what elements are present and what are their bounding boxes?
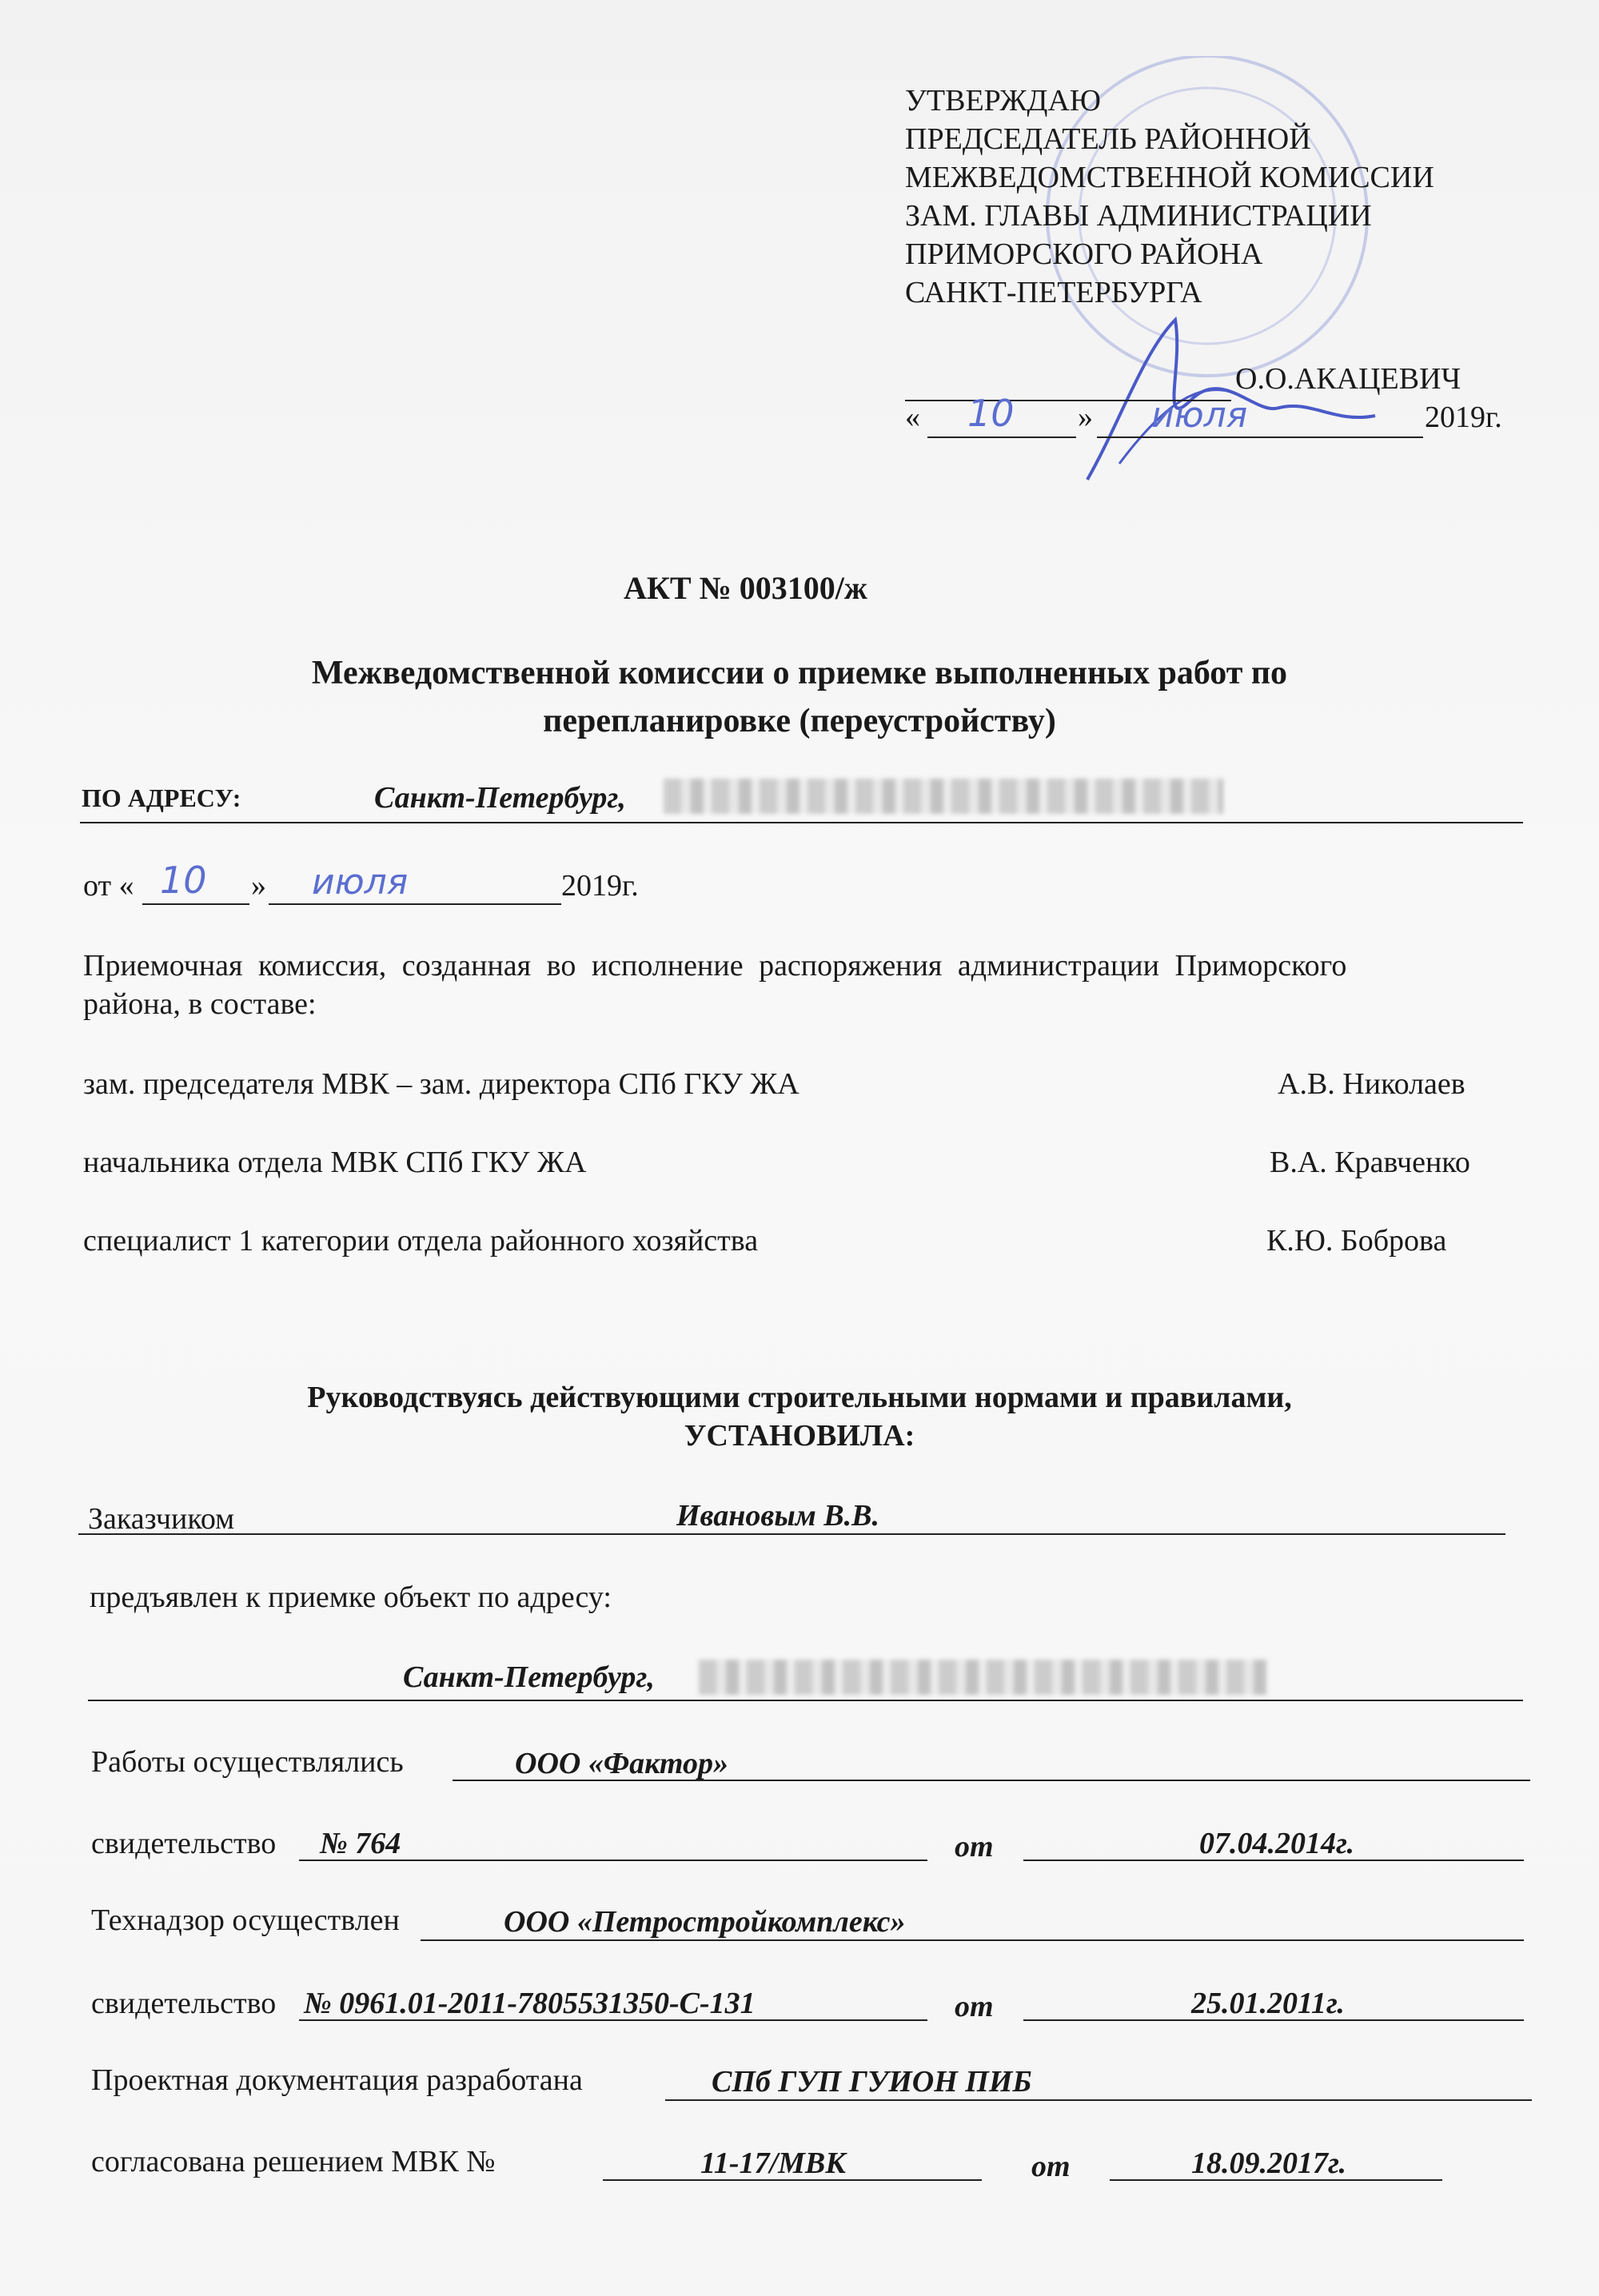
object-address-redacted (699, 1660, 1266, 1695)
act-title: АКТ № 003100/ж (624, 570, 867, 606)
cert2-label: свидетельство (91, 1987, 277, 2020)
design-label: Проектная документация разработана (91, 2063, 583, 2097)
approval-line-3: МЕЖВЕДОМСТВЕННОЙ КОМИССИИ (905, 161, 1434, 194)
address-city: Санкт-Петербург, (374, 781, 626, 815)
customer-label: Заказчиком (88, 1502, 235, 1536)
act-date-open: от « (83, 869, 134, 903)
approval-line-2: ПРЕДСЕДАТЕЛЬ РАЙОННОЙ (905, 122, 1311, 156)
cert1-date: 07.04.2014г. (1199, 1827, 1355, 1860)
agreed-label: согласована решением МВК № (91, 2145, 496, 2178)
object-text: предъявлен к приемке объект по адресу: (90, 1580, 612, 1614)
approval-line-4: ЗАМ. ГЛАВЫ АДМИНИСТРАЦИИ (905, 199, 1372, 233)
cert2-number: № 0961.01-2011-7805531350-С-131 (304, 1987, 756, 2020)
supervision-value: ООО «Петростройкомплекс» (504, 1905, 906, 1939)
member-name-2: В.А. Кравченко (1270, 1146, 1470, 1179)
works-value: ООО «Фактор» (515, 1747, 728, 1780)
agreed-from: от (1031, 2150, 1071, 2183)
approval-quote-open: « (905, 401, 920, 434)
address-label: ПО АДРЕСУ: (82, 783, 241, 812)
agreed-number: 11-17/МВК (700, 2147, 847, 2180)
design-value: СПб ГУП ГУИОН ПИБ (712, 2065, 1032, 2099)
approval-year: 2019г. (1425, 401, 1502, 434)
approval-line-1: УТВЕРЖДАЮ (905, 84, 1101, 118)
act-date-month: июля (312, 862, 409, 903)
member-role-2: начальника отдела МВК СПб ГКУ ЖА (83, 1146, 587, 1179)
approval-line-6: САНКТ-ПЕТЕРБУРГА (905, 276, 1202, 309)
member-role-1: зам. председателя МВК – зам. директора СПб ГКУ ЖА (83, 1067, 800, 1101)
established-line-2: УСТАНОВИЛА: (684, 1419, 915, 1453)
approval-quote-close: » (1078, 401, 1093, 434)
address-redacted (664, 779, 1223, 814)
act-date-day: 10 (160, 859, 207, 902)
cert2-date: 25.01.2011г. (1191, 1987, 1345, 2020)
customer-value: Ивановым В.В. (676, 1499, 879, 1533)
object-city: Санкт-Петербург, (403, 1660, 655, 1694)
commission-intro-2: района, в составе: (83, 987, 317, 1021)
act-date-mid: » (251, 869, 266, 903)
commission-intro-1: Приемочная комиссия, созданная во исполнение распоряжения администрации Приморского (83, 949, 1347, 983)
act-date-year: 2019г. (561, 869, 639, 903)
cert1-number: № 764 (320, 1827, 401, 1860)
cert2-from: от (955, 1990, 994, 2023)
cert1-label: свидетельство (91, 1827, 277, 1860)
member-role-3: специалист 1 категории отдела районного хозяйства (83, 1224, 759, 1258)
approval-signer: О.О.АКАЦЕВИЧ (1235, 362, 1461, 396)
approval-day: 10 (967, 392, 1015, 435)
approval-line-5: ПРИМОРСКОГО РАЙОНА (905, 237, 1263, 271)
supervision-label: Технадзор осуществлен (91, 1903, 400, 1937)
member-name-3: К.Ю. Боброва (1266, 1224, 1447, 1258)
approval-month: июля (1151, 395, 1248, 436)
act-subtitle-1: Межведомственной комиссии о приемке выполненных работ по (311, 655, 1288, 692)
member-name-1: А.В. Николаев (1278, 1067, 1465, 1101)
works-label: Работы осуществлялись (91, 1745, 404, 1779)
act-subtitle-2: перепланировке (переустройству) (543, 703, 1056, 739)
cert1-from: от (955, 1830, 994, 1864)
agreed-date: 18.09.2017г. (1191, 2147, 1347, 2180)
established-line-1: Руководствуясь действующими строительными нормами и правилами, (307, 1381, 1292, 1414)
